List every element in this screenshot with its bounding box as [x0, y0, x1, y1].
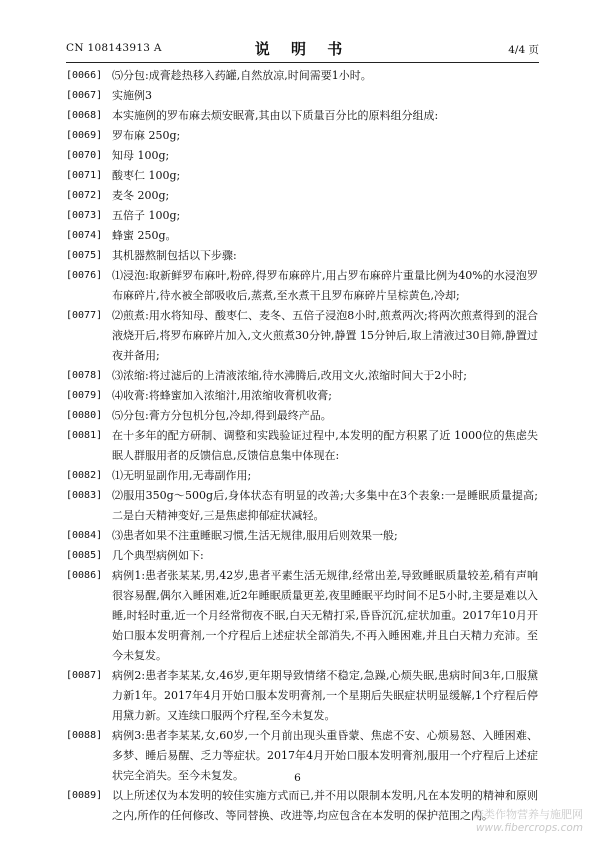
paragraph-number: [0076] [66, 270, 103, 281]
paragraph-text: 知母 100g; [112, 149, 170, 162]
paragraph [66, 266, 538, 306]
paragraph-text: 蜂蜜 250g。 [112, 229, 177, 242]
paragraph-number: [0070] [66, 150, 103, 161]
page-indicator: 4/4 页 [508, 44, 539, 56]
paragraph-text: 本实施例的罗布麻去烦安眠膏,其由以下质量百分比的原料组分组成: [112, 109, 439, 122]
paragraph-text: 病例2:患者李某某,女,46岁,更年期导致情绪不稳定,急躁,心烦失眠,患病时间3年,口服黛力新1年。2017年4月开始口服本发明膏剂,一个星期后失眠症状明显缓解,1个疗程后停用黛力新。又连续口服两个疗程,至今未复发。 [112, 669, 538, 722]
paragraph-number: [0072] [66, 190, 103, 201]
page-number: 6 [294, 772, 301, 784]
paragraph [66, 146, 538, 166]
paragraph-number: [0071] [66, 170, 103, 181]
paragraph [66, 786, 538, 826]
paragraph-number: [0069] [66, 130, 103, 141]
document-body [66, 66, 538, 826]
paragraph [66, 106, 538, 126]
paragraph-text: 实施例3 [112, 89, 152, 102]
watermark-site-name: 麻类作物营养与施肥网 [473, 808, 583, 821]
paragraph [66, 66, 538, 86]
paragraph-text: 酸枣仁 100g; [112, 169, 181, 182]
paragraph [66, 566, 538, 666]
paragraph-text: ⑴无明显副作用,无毒副作用; [112, 469, 252, 482]
paragraph [66, 166, 538, 186]
paragraph-text: 在十多年的配方研制、调整和实践验证过程中,本发明的配方积累了近 1000位的焦虑失眠人群服用者的反馈信息,反馈信息集中体现在: [112, 429, 538, 462]
paragraph [66, 366, 538, 386]
document-number: CN 108143913 A [66, 42, 162, 54]
page-header [66, 40, 539, 60]
paragraph-text: ⑸分包:成膏趁热移入药罐,自然放凉,时间需要1小时。 [112, 69, 372, 82]
paragraph [66, 426, 538, 466]
paragraph-number: [0084] [66, 530, 103, 541]
paragraph-text: ⑵煎煮:用水将知母、酸枣仁、麦冬、五倍子浸泡8小时,煎煮两次;将两次煎煮得到的混合液烧开后,将罗布麻碎片加入,文火煎煮30分钟,静置 15分钟后,取上清液过30目筛,静置过夜并备用; [112, 309, 538, 362]
paragraph-number: [0083] [66, 490, 103, 501]
paragraph-number: [0074] [66, 230, 103, 241]
paragraph [66, 226, 538, 246]
paragraph-text: ⑶浓缩:将过滤后的上清液浓缩,待水沸腾后,改用文火,浓缩时间大于2小时; [112, 369, 467, 382]
paragraph-text: ⑷收膏:将蜂蜜加入浓缩汁,用浓缩收膏机收膏; [112, 389, 332, 402]
paragraph-number: [0089] [66, 790, 103, 801]
paragraph-number: [0068] [66, 110, 103, 121]
paragraph [66, 406, 538, 426]
paragraph [66, 666, 538, 726]
paragraph [66, 466, 538, 486]
paragraph [66, 306, 538, 366]
paragraph-number: [0081] [66, 430, 103, 441]
paragraph-text: 麦冬 200g; [112, 189, 170, 202]
paragraph-text: ⑸分包:膏方分包机分包,冷却,得到最终产品。 [112, 409, 332, 422]
paragraph [66, 126, 538, 146]
paragraph-text: 五倍子 100g; [112, 209, 181, 222]
paragraph-text: 病例1:患者张某某,男,42岁,患者平素生活无规律,经常出差,导致睡眠质量较差,稍有声响很容易醒,偶尔入睡困难,近2年睡眠质量更差,夜里睡眠平均时间不足5小时,主要是难以入睡,时轻时重,近一个月经常彻夜不眠,白天无精打采,昏昏沉沉,症状加重。2017年10月开始口服本发明膏剂,一个疗程后上述症状全部消失,不再入睡困难,并且白天精力充沛。至今未复发。 [112, 569, 538, 662]
paragraph-number: [0078] [66, 370, 103, 381]
paragraph-number: [0075] [66, 250, 103, 261]
paragraph-number: [0073] [66, 210, 103, 221]
paragraph-text: 以上所述仅为本发明的较佳实施方式而已,并不用以限制本发明,凡在本发明的精神和原则之内,所作的任何修改、等同替换、改进等,均应包含在本发明的保护范围之内。 [112, 789, 538, 822]
paragraph [66, 206, 538, 226]
paragraph-text: ⑴浸泡:取新鲜罗布麻叶,粉碎,得罗布麻碎片,用占罗布麻碎片重量比例为40%的水浸泡罗布麻碎片,待水被全部吸收后,蒸煮,至水煮干且罗布麻碎片呈棕黄色,冷却; [112, 269, 538, 302]
watermark [473, 806, 583, 834]
paragraph-text: 几个典型病例如下: [112, 549, 204, 562]
paragraph [66, 386, 538, 406]
paragraph-number: [0067] [66, 90, 103, 101]
paragraph-number: [0086] [66, 570, 103, 581]
paragraph-text: ⑵服用350g～500g后,身体状态有明显的改善;大多集中在3个表象:一是睡眠质量提高;二是白天精神变好,三是焦虑抑郁症状减轻。 [112, 489, 538, 522]
paragraph-text: 病例3:患者李某某,女,60岁,一个月前出现头重昏蒙、焦虑不安、心烦易怒、入睡困难、多梦、睡后易醒、乏力等症状。2017年4月开始口服本发明膏剂,服用一个疗程后上述症状完全消失。至今未复发。 [112, 729, 538, 782]
paragraph-text: 其机器熬制包括以下步骤: [112, 249, 237, 262]
paragraph-number: [0079] [66, 390, 103, 401]
paragraph-number: [0077] [66, 310, 103, 321]
paragraph [66, 486, 538, 526]
header-rule [66, 62, 539, 63]
paragraph-number: [0080] [66, 410, 103, 421]
paragraph-number: [0088] [66, 730, 103, 741]
paragraph [66, 86, 538, 106]
paragraph [66, 186, 538, 206]
paragraph [66, 526, 538, 546]
watermark-site-url: www.fibercrops.com [475, 822, 583, 834]
paragraph-text: 罗布麻 250g; [112, 129, 181, 142]
paragraph-text: ⑶患者如果不注重睡眠习惯,生活无规律,服用后则效果一般; [112, 529, 398, 542]
paragraph-number: [0085] [66, 550, 103, 561]
paragraph-number: [0087] [66, 670, 103, 681]
paragraph-number: [0066] [66, 70, 103, 81]
document-title: 说 明 书 [254, 40, 351, 58]
paragraph [66, 546, 538, 566]
paragraph-number: [0082] [66, 470, 103, 481]
paragraph [66, 246, 538, 266]
